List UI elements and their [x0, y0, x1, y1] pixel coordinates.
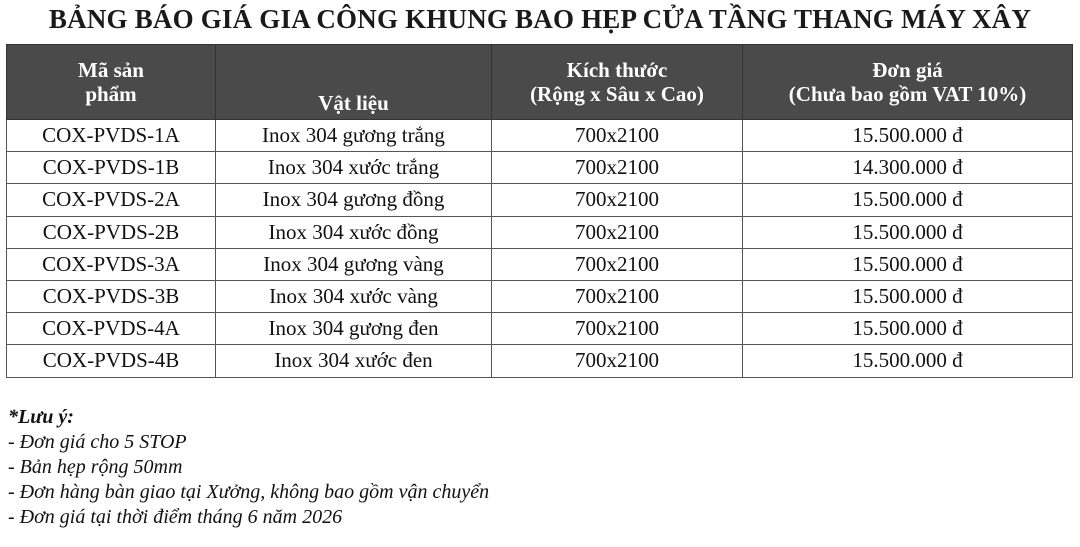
header-price-line1: Đơn giá [872, 58, 943, 82]
cell-price: 15.500.000 đ [743, 248, 1073, 280]
table-header-row [7, 45, 1073, 120]
cell-code: COX-PVDS-1B [7, 152, 216, 184]
table-row [7, 280, 1073, 312]
header-material [216, 45, 492, 120]
header-size-line2: (Rộng x Sâu x Cao) [530, 82, 704, 106]
cell-price: 15.500.000 đ [743, 216, 1073, 248]
table-row [7, 248, 1073, 280]
note-item: - Bản hẹp rộng 50mm [8, 456, 183, 478]
cell-price: 15.500.000 đ [743, 280, 1073, 312]
header-product-code-line1: Mã sản [78, 58, 144, 82]
cell-code: COX-PVDS-1A [7, 120, 216, 152]
header-size [492, 45, 743, 120]
cell-size: 700x2100 [492, 120, 743, 152]
header-product-code [7, 45, 216, 120]
cell-code: COX-PVDS-4A [7, 313, 216, 345]
table-row [7, 184, 1073, 216]
cell-code: COX-PVDS-4B [7, 345, 216, 377]
note-item: - Đơn hàng bàn giao tại Xưởng, không bao gồm vận chuyển [8, 481, 490, 503]
header-material-label: Vật liệu [318, 91, 389, 115]
cell-size: 700x2100 [492, 152, 743, 184]
cell-size: 700x2100 [492, 216, 743, 248]
cell-material: Inox 304 gương đen [216, 313, 492, 345]
cell-price: 14.300.000 đ [743, 152, 1073, 184]
cell-price: 15.500.000 đ [743, 313, 1073, 345]
cell-price: 15.500.000 đ [743, 184, 1073, 216]
cell-material: Inox 304 gương trắng [216, 120, 492, 152]
cell-material: Inox 304 xước đồng [216, 216, 492, 248]
cell-size: 700x2100 [492, 248, 743, 280]
cell-code: COX-PVDS-2A [7, 184, 216, 216]
cell-size: 700x2100 [492, 280, 743, 312]
cell-price: 15.500.000 đ [743, 345, 1073, 377]
table-row [7, 216, 1073, 248]
table-row [7, 345, 1073, 377]
cell-material: Inox 304 xước đen [216, 345, 492, 377]
cell-size: 700x2100 [492, 313, 743, 345]
table-row [7, 120, 1073, 152]
notes-title: *Lưu ý: [8, 406, 74, 428]
cell-code: COX-PVDS-3B [7, 280, 216, 312]
page-title: BẢNG BÁO GIÁ GIA CÔNG KHUNG BAO HẸP CỬA TẦNG THANG MÁY XÂY [48, 4, 1032, 34]
notes-section [8, 405, 489, 530]
cell-material: Inox 304 gương vàng [216, 248, 492, 280]
table-row [7, 313, 1073, 345]
cell-material: Inox 304 gương đồng [216, 184, 492, 216]
cell-code: COX-PVDS-3A [7, 248, 216, 280]
price-table [6, 44, 1073, 378]
cell-size: 700x2100 [492, 184, 743, 216]
note-item: - Đơn giá cho 5 STOP [8, 431, 187, 453]
header-price [743, 45, 1073, 120]
table-row [7, 152, 1073, 184]
cell-material: Inox 304 xước vàng [216, 280, 492, 312]
header-product-code-line2: phẩm [85, 82, 137, 106]
cell-material: Inox 304 xước trắng [216, 152, 492, 184]
header-price-line2: (Chưa bao gồm VAT 10%) [788, 82, 1027, 106]
cell-size: 700x2100 [492, 345, 743, 377]
note-item: - Đơn giá tại thời điểm tháng 6 năm 2026 [8, 506, 343, 528]
cell-code: COX-PVDS-2B [7, 216, 216, 248]
header-size-line1: Kích thước [566, 58, 668, 82]
cell-price: 15.500.000 đ [743, 120, 1073, 152]
